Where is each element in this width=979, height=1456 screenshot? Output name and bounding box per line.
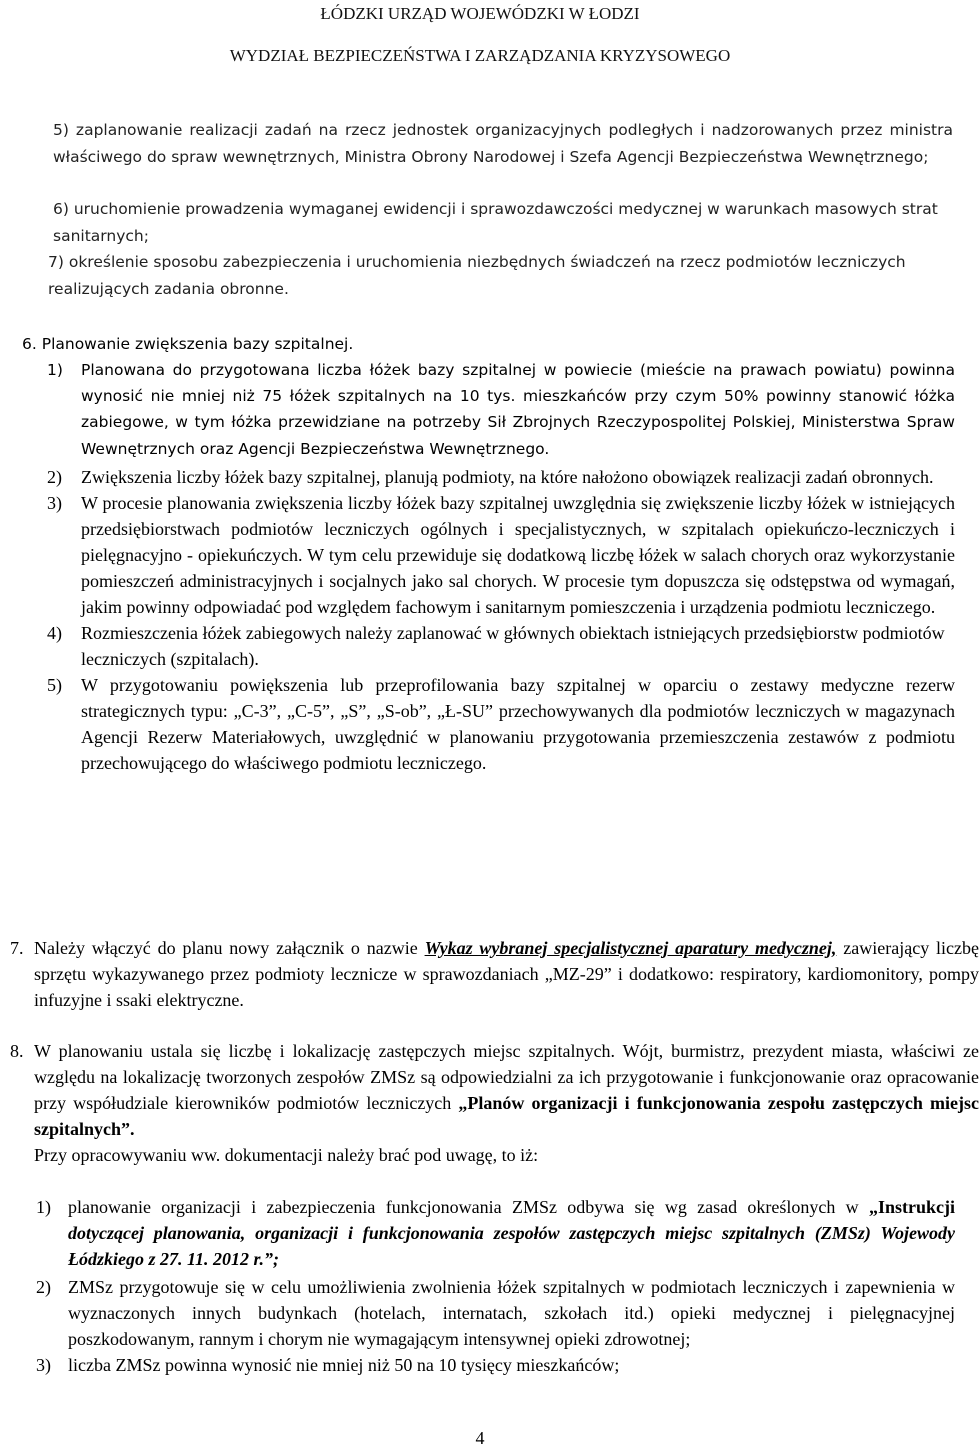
header-department-name: WYDZIAŁ BEZPIECZEŃSTWA I ZARZĄDZANIA KRYZYSOWEGO [229, 46, 731, 65]
list-item-6: 6) uruchomienie prowadzenia wymaganej ewidencji i sprawozdawczości medycznej w warunkach masowych strat sanitarnych; [53, 200, 938, 245]
list-item: 2) Zwiększenia liczby łóżek bazy szpitalnej, planują podmioty, na które nałożono obowiązek realizacji zadań obronnych. [47, 466, 934, 487]
section-8-list [10, 1194, 955, 1378]
list-item: 5) W przygotowaniu powiększenia lub przeprofilowania bazy szpitalnej w oparciu o zestawy medyczne rezerw strategicznych typu: „C-3”, „C-5”, „S”, „S-ob”, „Ł-SU” przechowywanych dla podmiotów leczniczych w magazynach Agencji Rezerw Materiałowych, uwzględnić w planowaniu przygotowania przemieszczenia zestawów z podmiotu przechowującego do właściwego podmiotu leczniczego. [47, 674, 955, 773]
section-8: 8. W planowaniu ustala się liczbę i lokalizację zastępczych miejsc szpitalnych. Wójt, burmistrz, prezydent miasta, właściwi ze względu na lokalizację tworzonych zespołów ZMSz są odpowiedzialni za ich przygotowanie i funkcjonowanie oraz opracowanie przy współudziale kierowników podmiotów leczniczych „Planów organizacji i funkcjonowania zespołu zastępczych miejsc szpitalnych”. Przy opracowywaniu ww. dokumentacji należy brać pod uwagę, to iż: [10, 1038, 979, 1168]
section-6-list [22, 357, 955, 776]
list-item: 4) Rozmieszczenia łóżek zabiegowych należy zaplanować w głównych obiektach istniejących przedsiębiorstw podmiotów leczniczych (szpitalach). [47, 622, 945, 669]
list-item: 3) liczba ZMSz powinna wynosić nie mniej niż 50 na 10 tysięcy mieszkańców; [36, 1355, 620, 1375]
page-number: 4 [475, 1428, 485, 1448]
list-item: 1) planowanie organizacji i zabezpieczenia funkcjonowania ZMSz odbywa się wg zasad określonych w „Instrukcji dotyczącej planowania, organizacji i funkcjonowania zespołów zastępczych miejsc szpitalnych (ZMSz) Wojewody Łódzkiego z 27. 11. 2012 r.”; [36, 1197, 956, 1269]
list-item: 2) ZMSz przygotowuje się w celu umożliwienia zwolnienia łóżek szpitalnych w podmiotach leczniczych i zapewnienia w wyznaczonych innych budynkach (hotelach, internatach, szkołach itd.) opieki medycznej i pielęgnacyjnej poszkodowanym, rannym i chorym nie wymagającym intensywnej opieki zdrowotnej; [36, 1277, 955, 1349]
section-6-title: 6. Planowanie zwiększenia bazy szpitalnej. [22, 335, 354, 353]
list-item-5: 5) zaplanowanie realizacji zadań na rzecz jednostek organizacyjnych podległych i nadzorowanych przez ministra właściwego do spraw wewnętrznych, Ministra Obrony Narodowej i Szefa Agencji Bezpieczeństwa Wewnętrznego; [53, 121, 953, 166]
list-item: 1) Planowana do przygotowana liczba łóżek bazy szpitalnej w powiecie (mieście na prawach powiatu) powinna wynosić nie mniej niż 75 łóżek szpitalnych na 10 tys. mieszkańców przy czym 50% powinny stanowić łóżka zabiegowe, w tym łóżka przewidziane na potrzeby Sił Zbrojnych Rzeczypospolitej Polskiej, Ministerstwa Spraw Wewnętrznych oraz Agencji Bezpieczeństwa Wewnętrznego. [47, 361, 955, 458]
section-8-title: „Planów organizacji i funkcjonowania zespołu zastępczych miejsc szpitalnych”. [34, 1093, 979, 1139]
section-7-title: Wykaz wybranej specjalistycznej aparatury medycznej, [424, 938, 837, 958]
list-item-7: 7) określenie sposobu zabezpieczenia i uruchomienia niezbędnych świadczeń na rzecz podmiotów leczniczych realizujących zadania obronne. [48, 253, 906, 298]
header-office-name: ŁÓDZKI URZĄD WOJEWÓDZKI W ŁODZI [320, 4, 640, 23]
section-7: 7. Należy włączyć do planu nowy załącznik o nazwie Wykaz wybranej specjalistycznej aparatury medycznej, zawierający liczbę sprzętu wykazywanego przez podmioty lecznicze w sprawozdaniach „MZ-29” i dodatkowo: respiratory, kardiomonitory, pompy infuzyjne i ssaki elektryczne. [10, 938, 979, 1010]
section-8-intro: Przy opracowywaniu ww. dokumentacji należy brać pod uwagę, to iż: [34, 1145, 539, 1165]
list-item: 3) W procesie planowania zwiększenia liczby łóżek bazy szpitalnej uwzględnia się zwiększenie liczby łóżek w istniejących przedsiębiorstwach podmiotów leczniczych ogólnych i specjalistycznych, w szpitalach opiekuńczo-leczniczych i pielęgnacyjno - opiekuńczych. W tym celu przewiduje się dodatkową liczbę łóżek w salach chorych oraz wykorzystanie pomieszczeń administracyjnych i socjalnych jako sal chorych. W procesie tym dopuszcza się odstępstwa od wymagań, jakim powinny odpowiadać pod względem fachowym i sanitarnym pomieszczenia i urządzenia podmiotu leczniczego. [47, 492, 955, 617]
